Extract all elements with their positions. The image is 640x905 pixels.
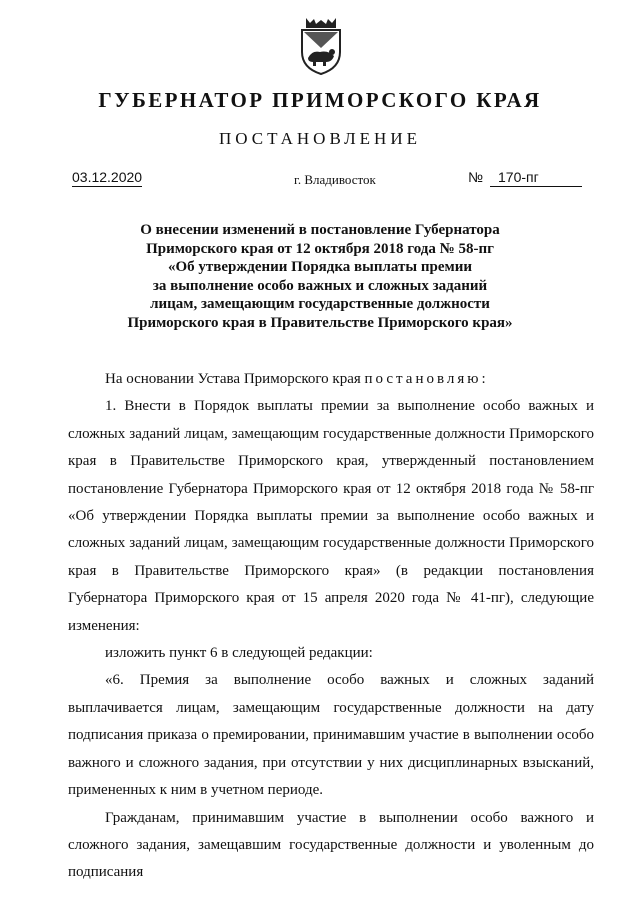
paragraph-item-6: «6. Премия за выполнение особо важных и сложных заданий выплачивается лицам, замещающим государственные должности на дату подписания приказа о премировании, принимавшим участие в выполнении особо важного и сложного задания, при отсутствии у них дисциплинарных взысканий, примененных к ним в учетном периоде. <box>68 672 594 799</box>
document-number: 170-пг <box>490 169 582 187</box>
heading-line: за выполнение особо важных и сложных заданий <box>152 277 488 294</box>
document-date: 03.12.2020 <box>72 169 143 185</box>
paragraph-amendment: изложить пункт 6 в следующей редакции: <box>105 645 373 662</box>
paragraph-item-1: 1. Внести в Порядок выплаты премии за выполнение особо важных и сложных заданий лицам, замещающим государственные должности Приморского края в Правительстве Приморского края, утвержденный постановлением постановление Губернатора Приморского края от 12 октября 2018 года № 58-пг «Об утверждении Порядка выплаты премии за выполнение особо важных и сложных заданий лицам, замещающим государственные должности Приморского края в Правительстве Приморского края» (в редакции постановления Губернатора Приморского края от 15 апреля 2020 года № 41-пг), следующие изменения: <box>68 398 594 634</box>
paragraph-basis: На основании Устава Приморского края постановляю: <box>105 371 486 387</box>
heading-line: Приморского края от 12 октября 2018 года № 58-пг <box>146 240 494 257</box>
number-label: № <box>468 169 484 185</box>
heading-line: лицам, замещающим государственные должности <box>150 296 490 313</box>
document-type: ПОСТАНОВЛЕНИЕ <box>218 129 421 148</box>
coat-of-arms-emblem <box>296 14 346 76</box>
document-city: г. Владивосток <box>294 172 376 187</box>
document-body <box>68 366 594 887</box>
document-heading <box>60 221 580 333</box>
heading-line: Приморского края в Правительстве Приморского края» <box>127 314 513 331</box>
governor-title: ГУБЕРНАТОР ПРИМОРСКОГО КРАЯ <box>98 88 542 112</box>
decree-word: постановляю <box>364 371 482 387</box>
heading-line: «Об утверждении Порядка выплаты премии <box>167 259 473 276</box>
paragraph-citizens: Гражданам, принимавшим участие в выполнении особо важного и сложного задания, замещавшим государственные должности и уволенным до подписания <box>68 809 594 881</box>
heading-line: О внесении изменений в постановление Губернатора <box>140 222 500 238</box>
